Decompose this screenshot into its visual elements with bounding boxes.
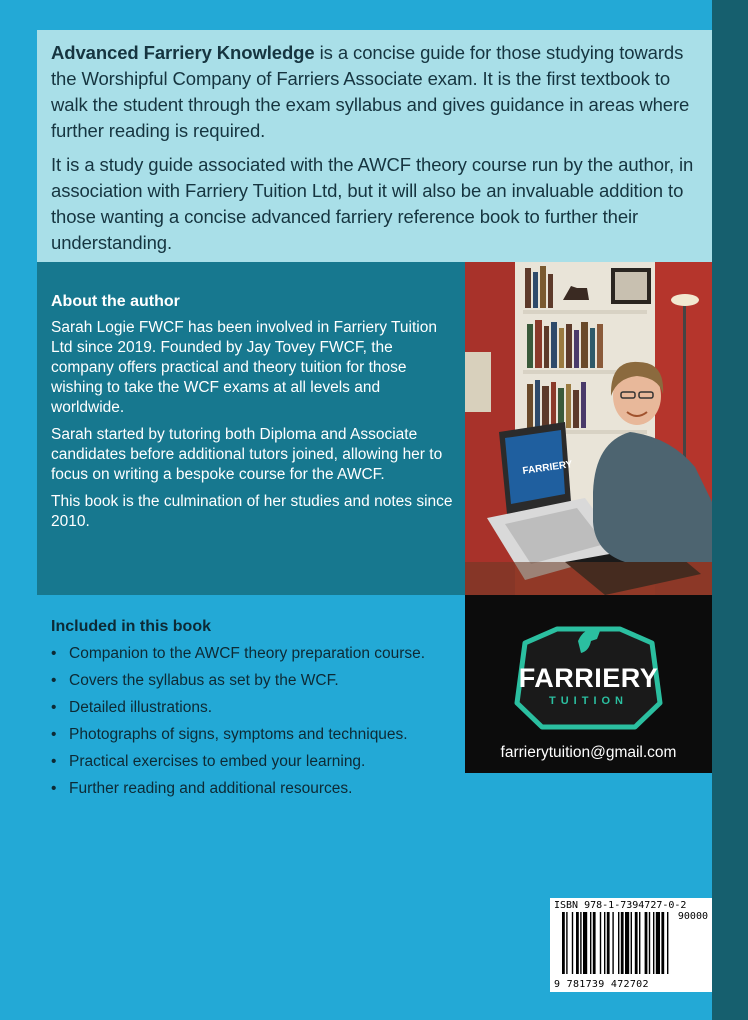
list-item: • Photographs of signs, symptoms and techniques. <box>51 721 461 748</box>
contact-email: farrierytuition@gmail.com <box>500 744 677 761</box>
barcode-digits: 9 781739 472702 <box>554 979 649 990</box>
about-author-paragraph-1: Sarah Logie FWCF has been involved in Farriery Tuition Ltd since 2019. Founded by Jay Tovey FWCF, the company offers practical and theory tuition for those wishing to take the WCF exams at all levels and worldwide. <box>51 319 437 416</box>
about-author-paragraph-3: This book is the culmination of her studies and notes since 2010. <box>51 493 453 530</box>
blurb-paragraph-1-text: is a concise guide for those studying towards the Worshipful Company of Farriers Associate exam. It is the first textbook to walk the student through the exam syllabus and gives guidance in areas where further reading is required. <box>51 42 690 141</box>
barcode-bars <box>554 912 708 976</box>
author-photo <box>465 262 712 595</box>
svg-text:FARRIERY: FARRIERY <box>521 459 574 477</box>
isbn-number: ISBN 978-1-7394727-0-2 <box>554 900 687 911</box>
list-item: • Detailed illustrations. <box>51 694 461 721</box>
included-list <box>51 640 461 802</box>
farriery-tuition-logo-panel <box>465 595 712 773</box>
blurb-panel <box>37 30 712 262</box>
price-code: 90000 <box>677 911 708 922</box>
list-item: • Covers the syllabus as set by the WCF. <box>51 667 461 694</box>
included-heading: Included in this book <box>51 618 211 635</box>
about-author-paragraph-2: Sarah started by tutoring both Diploma and Associate candidates before additional tutors joined, allowing her to focus on writing a bespoke course for the AWCF. <box>51 426 443 483</box>
book-title: Advanced Farriery Knowledge <box>51 42 315 63</box>
isbn-barcode <box>550 898 712 992</box>
book-spine-edge <box>712 0 748 1020</box>
blurb-paragraph-1 <box>51 40 698 144</box>
about-author-heading: About the author <box>51 293 180 310</box>
included-section <box>51 618 461 802</box>
list-item: • Further reading and additional resources. <box>51 775 461 802</box>
logo-wordmark: FARRIERY <box>518 663 659 693</box>
list-item: • Companion to the AWCF theory preparation course. <box>51 640 461 667</box>
about-author-panel <box>37 262 465 595</box>
logo-subtitle: TUITION <box>549 695 628 707</box>
blurb-paragraph-2: It is a study guide associated with the AWCF theory course run by the author, in association with Farriery Tuition Ltd, but it will also be an invaluable addition to those wanting a concise advanced farriery reference book to further their understanding. <box>51 154 694 253</box>
list-item: • Practical exercises to embed your learning. <box>51 748 461 775</box>
